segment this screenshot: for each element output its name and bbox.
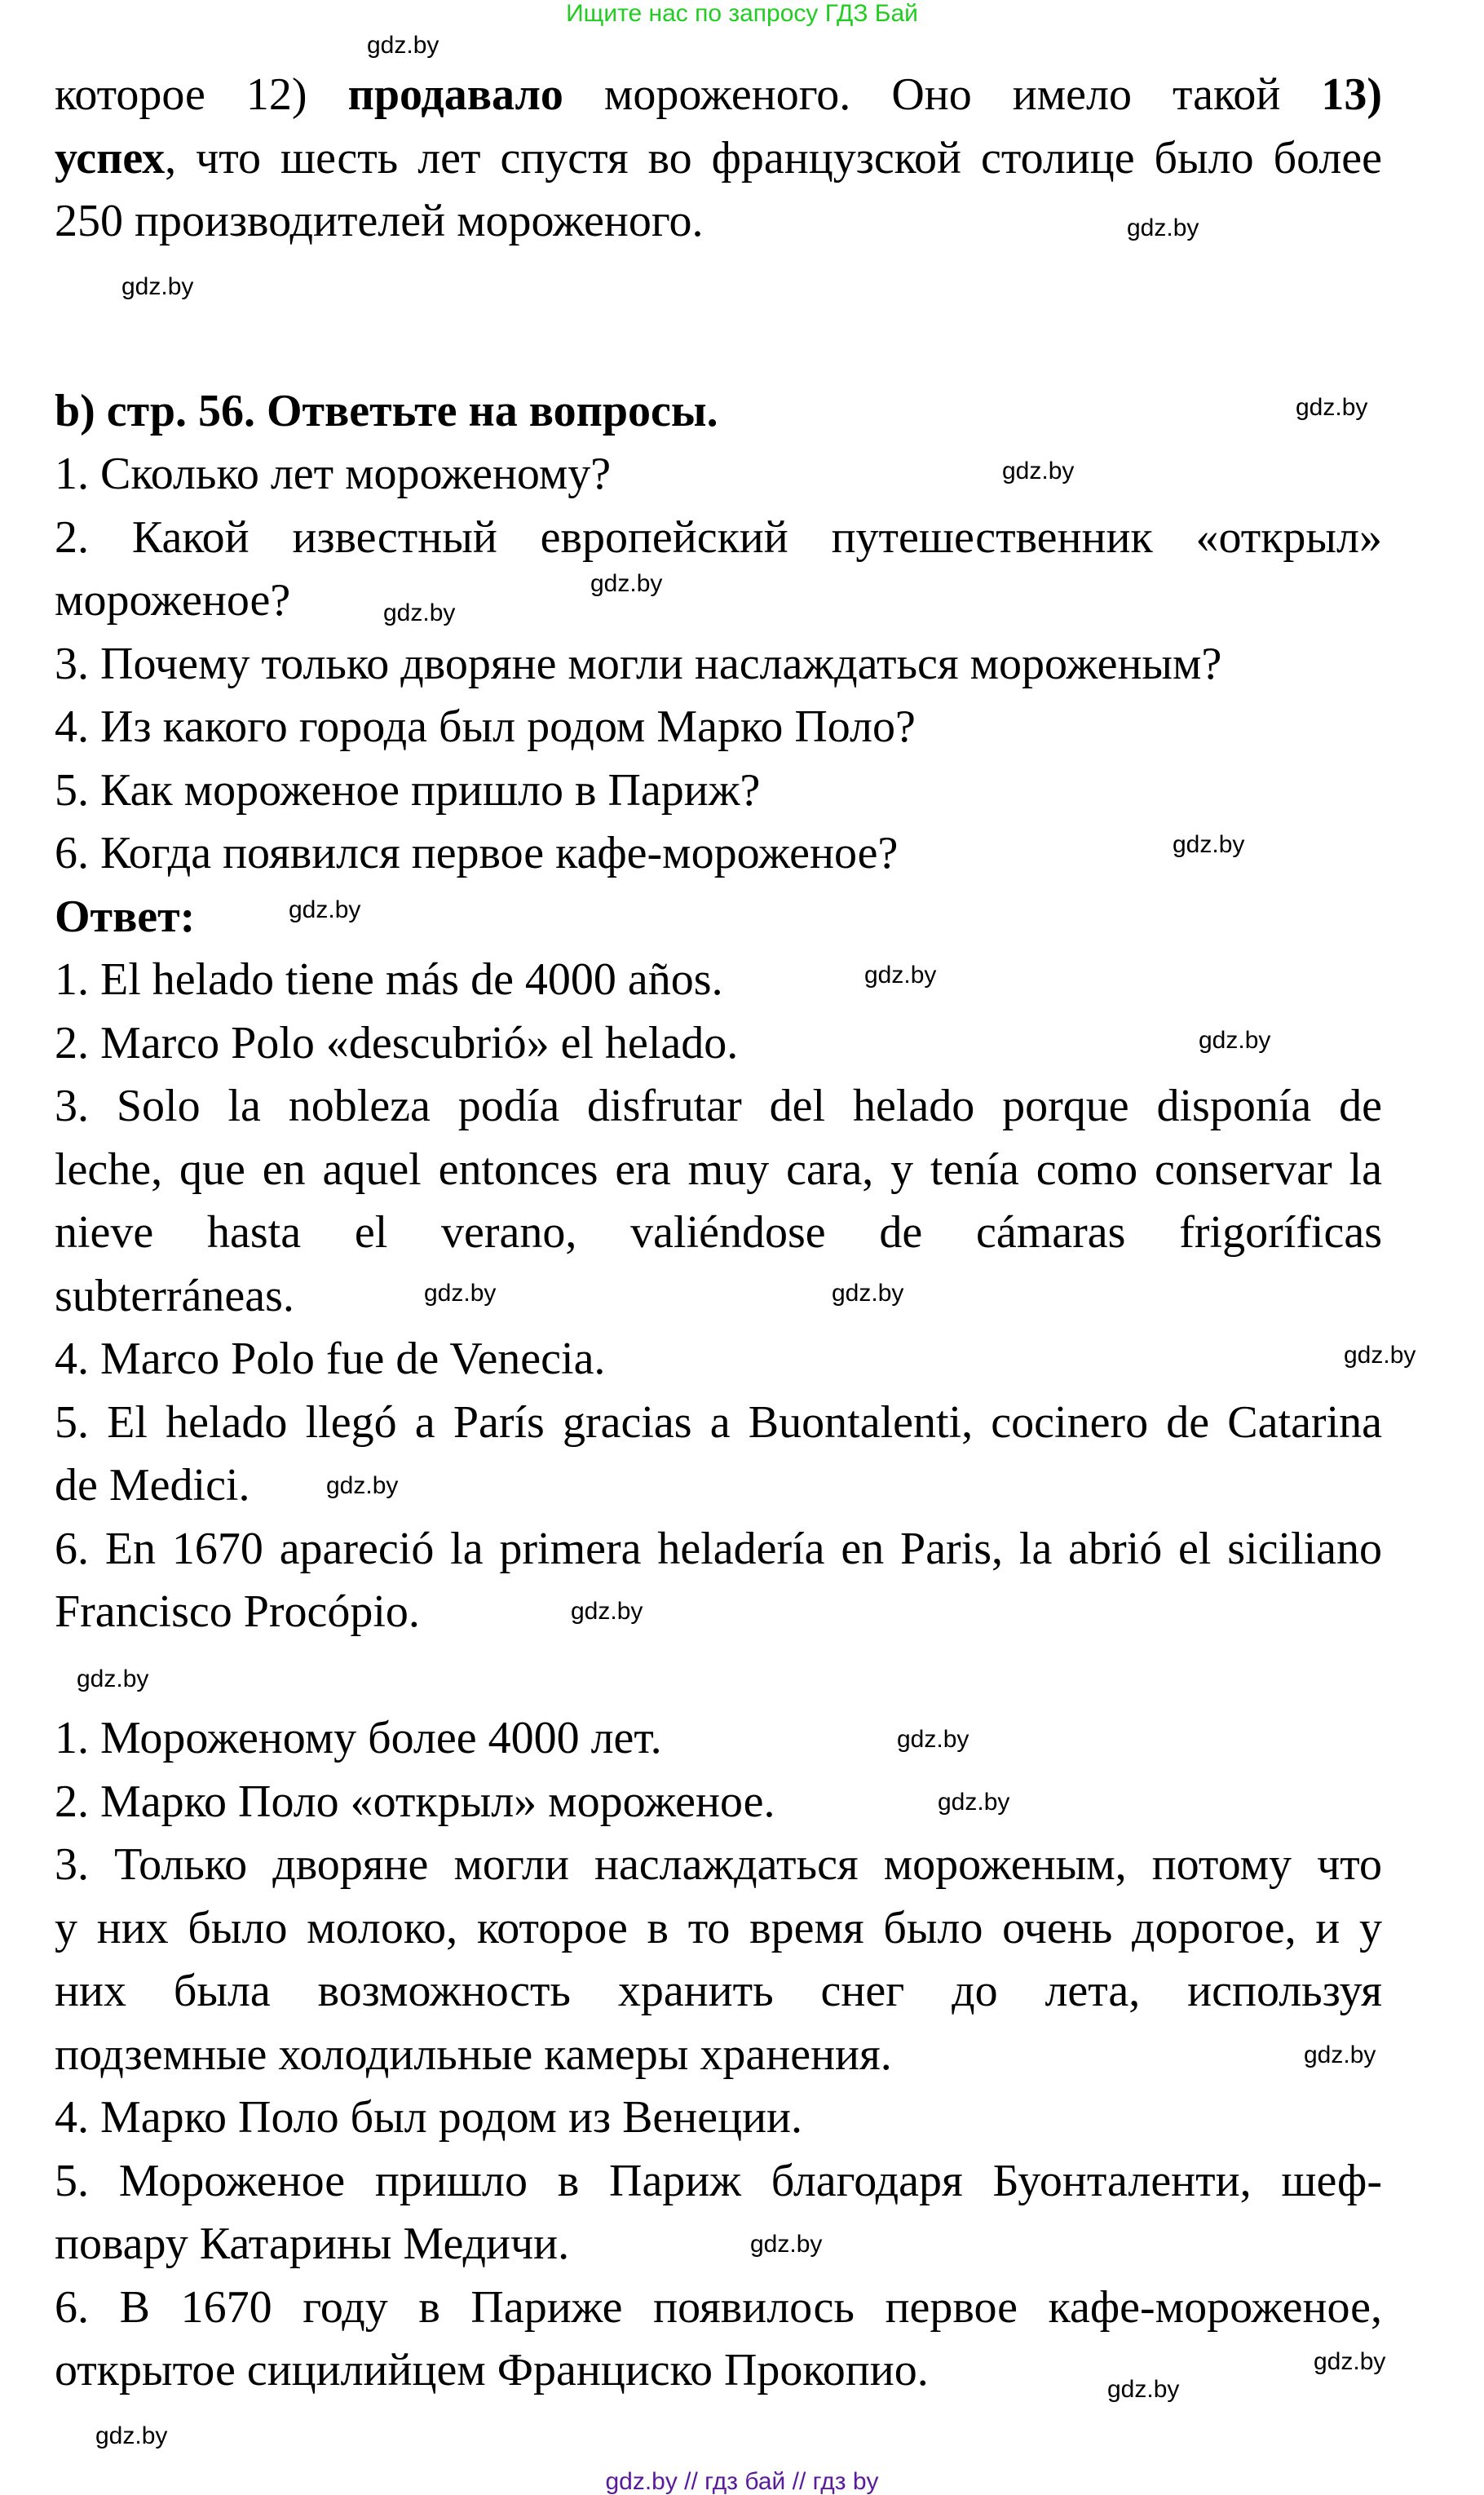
line-content: [55, 1586, 420, 1637]
text-segment: 4. Marco Polo fue de Venecia.: [55, 1334, 606, 1384]
watermark: gdz.by: [424, 1280, 497, 1307]
watermark: gdz.by: [938, 1789, 1010, 1816]
watermark: gdz.by: [1314, 2348, 1386, 2375]
text-segment: 3. Почему только дворяне могли наслаждаться мороженым?: [55, 638, 1222, 689]
text-line: [55, 569, 1382, 633]
text-line: [55, 1897, 1382, 1961]
bold-text: успех: [55, 132, 166, 184]
text-segment: leche, que en aquel entonces era muy cara, y tenía como conservar la: [55, 1144, 1382, 1195]
line-content: [55, 1334, 605, 1384]
text-segment: 1. El helado tiene más de 4000 años.: [55, 954, 723, 1005]
watermark: gdz.by: [77, 1666, 149, 1692]
text-line: [55, 1834, 1382, 1897]
text-line: [55, 507, 1382, 570]
text-segment: мороженое?: [55, 575, 291, 626]
line-content: [55, 69, 1382, 120]
text-segment: 4. Из какого города был родом Марко Поло?: [55, 701, 916, 752]
line-content: [55, 1524, 1382, 1574]
text-segment: открытое сицилийцем Франциско Прокопио.: [55, 2345, 929, 2395]
text-line: [55, 64, 1382, 127]
watermark: gdz.by: [1199, 1027, 1271, 1054]
line-content: [55, 1460, 250, 1511]
line-content: [55, 639, 1221, 689]
text-line: [55, 380, 1382, 444]
line-content: [55, 512, 1382, 563]
watermark: gdz.by: [121, 273, 194, 300]
text-line: [55, 1201, 1382, 1265]
line-content: [55, 1903, 1382, 1953]
text-line: [55, 2276, 1382, 2340]
watermark: gdz.by: [864, 962, 937, 989]
text-segment: 3. Solo la nobleza podía disfrutar del helado porque disponía de: [55, 1081, 1382, 1131]
line-content: [55, 765, 760, 816]
line-content: [55, 2282, 1382, 2333]
blank-line: [55, 254, 1382, 317]
search-banner-link[interactable]: Ищите нас по запросу ГДЗ Бай: [566, 0, 918, 27]
watermark: gdz.by: [326, 1472, 399, 1499]
text-segment: которое 12): [55, 69, 348, 120]
watermark: gdz.by: [1002, 458, 1075, 484]
text-segment: 6. En 1670 apareció la primera heladería en Paris, la abrió el siciliano: [55, 1523, 1382, 1574]
text-segment: 6. В 1670 году в Париже появилось первое кафе-мороженое,: [55, 2281, 1382, 2333]
watermark: gdz.by: [95, 2422, 168, 2449]
text-line: [55, 2024, 1382, 2087]
text-line: [55, 1391, 1382, 1455]
text-segment: 5. El helado llegó a París gracias a Buontalenti, cocinero de Catarina: [55, 1396, 1382, 1448]
line-content: [55, 1966, 1382, 2016]
text-line: [55, 1075, 1382, 1139]
text-segment: 6. Когда появился первое кафе-мороженое?: [55, 828, 899, 878]
text-segment: , что шесть лет спустя во французской столице было более: [165, 132, 1382, 184]
text-segment: у них было молоко, которое в то время было очень дорогое, и у: [55, 1902, 1382, 1953]
line-content: [55, 2345, 929, 2395]
bold-text: продавало: [347, 69, 563, 120]
line-content: [55, 449, 611, 499]
line-content: [55, 1839, 1382, 1890]
watermark: gdz.by: [367, 32, 439, 59]
line-content: [55, 891, 195, 942]
text-line: [55, 2213, 1382, 2276]
line-content: [55, 1713, 662, 1763]
line-content: [55, 2219, 569, 2269]
text-line: [55, 1960, 1382, 2024]
line-content: [55, 386, 718, 436]
watermark: gdz.by: [1344, 1342, 1416, 1369]
watermark: gdz.by: [1296, 394, 1368, 421]
line-content: [55, 1397, 1382, 1448]
watermark: gdz.by: [590, 570, 663, 597]
blank-line: [55, 316, 1382, 380]
text-segment: 4. Марко Поло был родом из Венеции.: [55, 2092, 802, 2143]
line-content: [55, 1271, 294, 1321]
text-segment: 5. Мороженое пришло в Париж благодаря Буонталенти, шеф-: [55, 2155, 1382, 2206]
text-line: [55, 1771, 1382, 1834]
text-segment: 250 производителей мороженого.: [55, 196, 704, 246]
line-content: [55, 828, 898, 878]
text-line: [55, 1518, 1382, 1581]
text-segment: de Medici.: [55, 1460, 250, 1511]
watermark: gdz.by: [750, 2231, 823, 2258]
text-line: [55, 443, 1382, 507]
text-line: [55, 696, 1382, 759]
text-segment: подземные холодильные камеры хранения.: [55, 2028, 892, 2080]
text-line: [55, 1454, 1382, 1518]
text-line: [55, 1265, 1382, 1329]
text-segment: 1. Сколько лет мороженому?: [55, 449, 612, 499]
watermark: gdz.by: [832, 1280, 904, 1307]
line-content: [55, 1081, 1382, 1131]
text-line: [55, 1328, 1382, 1391]
line-content: [55, 1207, 1382, 1258]
text-line: [55, 633, 1382, 697]
watermark: gdz.by: [1173, 831, 1245, 858]
footer-links[interactable]: gdz.by // гдз бай // гдз by: [605, 2468, 879, 2495]
line-content: [55, 701, 916, 752]
text-segment: 1. Мороженому более 4000 лет.: [55, 1713, 662, 1763]
text-segment: 3. Только дворяне могли наслаждаться мороженым, потому что: [55, 1839, 1382, 1890]
text-line: [55, 2086, 1382, 2150]
text-line: [55, 127, 1382, 191]
watermark: gdz.by: [571, 1598, 643, 1625]
watermark: gdz.by: [1127, 215, 1199, 241]
text-segment: мороженого. Оно имело такой: [563, 69, 1322, 120]
text-segment: Francisco Procópio.: [55, 1586, 420, 1637]
text-line: [55, 1581, 1382, 1644]
line-content: [55, 133, 1382, 184]
blank-line: [55, 1644, 1382, 1708]
watermark: gdz.by: [1107, 2376, 1180, 2403]
text-line: [55, 1012, 1382, 1076]
document-body: [55, 64, 1382, 2403]
text-segment: nieve hasta el verano, valiéndose de cámaras frigoríficas: [55, 1207, 1382, 1258]
bold-text: 13): [1321, 69, 1382, 120]
text-line: [55, 886, 1382, 949]
bold-text: b) стр. 56. Ответьте на вопросы.: [55, 385, 718, 436]
bold-text: Ответ:: [55, 891, 196, 942]
text-segment: 2. Marco Polo «descubrió» el helado.: [55, 1017, 739, 1068]
text-line: [55, 759, 1382, 823]
line-content: [55, 1144, 1382, 1195]
line-content: [55, 1776, 775, 1827]
text-line: [55, 2150, 1382, 2214]
watermark: gdz.by: [897, 1726, 969, 1753]
text-segment: них была возможность хранить снег до лета, используя: [55, 1966, 1382, 2016]
line-content: [55, 575, 290, 626]
text-segment: 5. Как мороженое пришло в Париж?: [55, 764, 761, 816]
watermark: gdz.by: [1304, 2042, 1376, 2068]
text-segment: повару Катарины Медичи.: [55, 2219, 570, 2269]
line-content: [55, 196, 703, 246]
watermark: gdz.by: [383, 599, 456, 626]
text-segment: 2. Какой известный европейский путешественник «открыл»: [55, 511, 1382, 563]
text-line: [55, 1707, 1382, 1771]
line-content: [55, 1018, 738, 1068]
line-content: [55, 2092, 802, 2143]
text-line: [55, 2339, 1382, 2403]
text-line: [55, 949, 1382, 1012]
line-content: [55, 2029, 892, 2080]
watermark: gdz.by: [289, 896, 361, 923]
line-content: [55, 2156, 1382, 2206]
text-segment: subterráneas.: [55, 1270, 294, 1321]
text-line: [55, 1139, 1382, 1202]
text-segment: 2. Марко Поло «открыл» мороженое.: [55, 1776, 775, 1827]
line-content: [55, 954, 723, 1005]
